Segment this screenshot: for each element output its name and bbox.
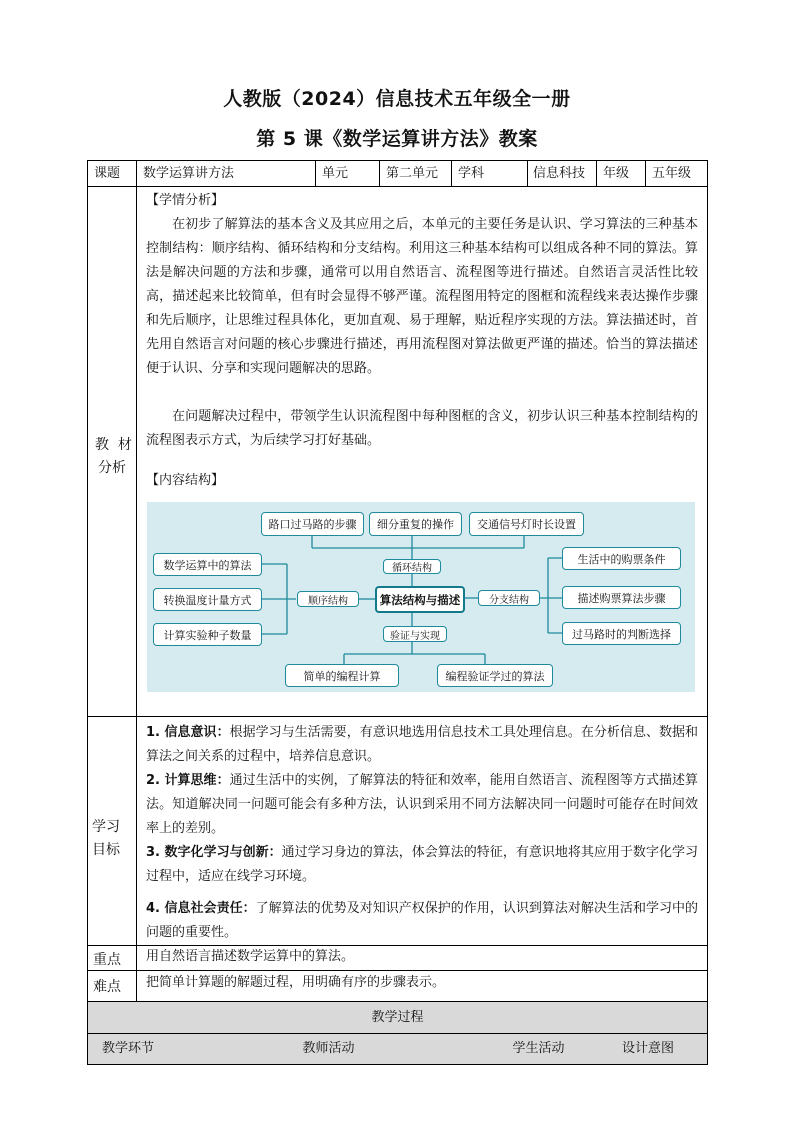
center-node: 算法结构与描述 xyxy=(375,586,465,613)
situation-paragraph-2: 在问题解决过程中，带领学生认识流程图中每种图框的含义，初步认识三种基本控制结构的流程图表示方式，为后续学习打好基础。 xyxy=(146,409,698,448)
right-node-ticket-steps: 描述购票算法步骤 xyxy=(562,586,681,609)
goal-item: 4. 信息社会责任：了解算法的优势及对知识产权保护的作用，认识到算法对解决生活和学习中的问题的重要性。 xyxy=(146,901,698,940)
table-border xyxy=(379,160,380,187)
document-title: 人教版（2024）信息技术五年级全一册 xyxy=(223,88,571,110)
bottom-node-programming: 简单的编程计算 xyxy=(285,664,399,687)
goals-label: 学习 目标 xyxy=(92,819,120,858)
key-point-label: 重点 xyxy=(93,952,121,968)
right-node-crossing-judgement: 过马路时的判断选择 xyxy=(562,622,681,645)
verify-node: 验证与实现 xyxy=(383,626,447,642)
top-node-crossing-steps: 路口过马路的步骤 xyxy=(261,512,364,536)
grade-label: 年级 xyxy=(603,166,630,181)
table-border xyxy=(87,970,708,971)
left-node-math-algorithm: 数学运算中的算法 xyxy=(153,553,262,576)
table-border xyxy=(87,1064,708,1065)
unit-label: 单元 xyxy=(322,166,349,181)
difficulty-label: 难点 xyxy=(93,979,121,995)
content-structure-diagram xyxy=(147,502,695,692)
lesson-value: 数学运算讲方法 xyxy=(143,166,235,181)
analysis-label: 教 材 分析 xyxy=(95,437,132,476)
left-node-seed-count: 计算实验种子数量 xyxy=(153,623,262,646)
lesson-title: 第 5 课《数学运算讲方法》教案 xyxy=(256,128,538,150)
top-node-traffic-light: 交通信号灯时长设置 xyxy=(469,512,584,536)
branch-structure-node: 分支结构 xyxy=(478,590,540,606)
table-border xyxy=(87,160,708,161)
table-border xyxy=(645,160,646,187)
table-border xyxy=(451,160,452,187)
right-node-ticket-conditions: 生活中的购票条件 xyxy=(562,547,681,570)
col-teacher-activity: 教师活动 xyxy=(302,1041,355,1056)
situation-paragraph: 在初步了解算法的基本含义及其应用之后，本单元的主要任务是认识、学习算法的三种基本控制结构：顺序结构、循环结构和分支结构。利用这三种基本结构可以组成各种不同的算法。算法是解决问题的方法和步骤，通常可以用自然语言、流程图等进行描述。自然语言灵活性比较高，描述起来比较简单，但有时会显得不够严谨。流程图用特定的图框和流程线来表达操作步骤和先后顺序，让思维过程具体化，更加直观、易于理解，贴近程序实现的方法。算法描述时，首先用自然语言对问题的核心步骤进行描述，再用流程图对算法做更严谨的描述。恰当的算法描述便于认识、分享和实现问题解决的思路。 xyxy=(146,217,698,376)
bottom-node-verify-algorithm: 编程验证学过的算法 xyxy=(437,664,553,687)
table-border xyxy=(87,186,708,187)
table-border xyxy=(315,160,316,187)
difficulty-text: 把简单计算题的解题过程，用明确有序的步骤表示。 xyxy=(146,975,446,990)
top-node-repeat-operations: 细分重复的操作 xyxy=(369,512,462,536)
col-student-activity: 学生活动 xyxy=(512,1041,565,1056)
sequence-structure-node: 顺序结构 xyxy=(297,591,359,607)
table-border xyxy=(136,160,137,1001)
unit-value: 第二单元 xyxy=(386,166,439,181)
table-border xyxy=(87,945,708,946)
col-teaching-stage: 教学环节 xyxy=(101,1041,154,1056)
table-border xyxy=(596,160,597,187)
table-border xyxy=(87,716,708,717)
col-design-intent: 设计意图 xyxy=(621,1041,674,1056)
table-border xyxy=(527,160,528,187)
lesson-label: 课题 xyxy=(94,166,121,181)
subject-value: 信息科技 xyxy=(533,166,586,181)
subject-label: 学科 xyxy=(458,166,485,181)
goal-item: 2. 计算思维：通过生活中的实例，了解算法的特征和效率，能用自然语言、流程图等方式描述算法。知道解决同一问题可能会有多种方法，认识到采用不同方法解决同一问题时可能存在时间效率上的差别。 xyxy=(146,773,698,836)
situation-heading: 【学情分析】 xyxy=(146,193,225,208)
process-title: 教学过程 xyxy=(371,1010,424,1025)
table-border xyxy=(87,160,88,1065)
grade-value: 五年级 xyxy=(652,166,692,181)
table-border xyxy=(707,160,708,1065)
loop-structure-node: 循环结构 xyxy=(383,559,441,574)
goal-item: 3. 数字化学习与创新：通过学习身边的算法，体会算法的特征，有意识地将其应用于数字化学习过程中，适应在线学习环境。 xyxy=(146,845,698,884)
key-point-text: 用自然语言描述数学运算中的算法。 xyxy=(146,949,355,964)
left-node-temperature: 转换温度计量方式 xyxy=(153,588,262,611)
goal-item: 1. 信息意识：根据学习与生活需要，有意识地选用信息技术工具处理信息。在分析信息、数据和算法之间关系的过程中，培养信息意识。 xyxy=(146,725,698,764)
structure-heading: 【内容结构】 xyxy=(146,473,225,488)
